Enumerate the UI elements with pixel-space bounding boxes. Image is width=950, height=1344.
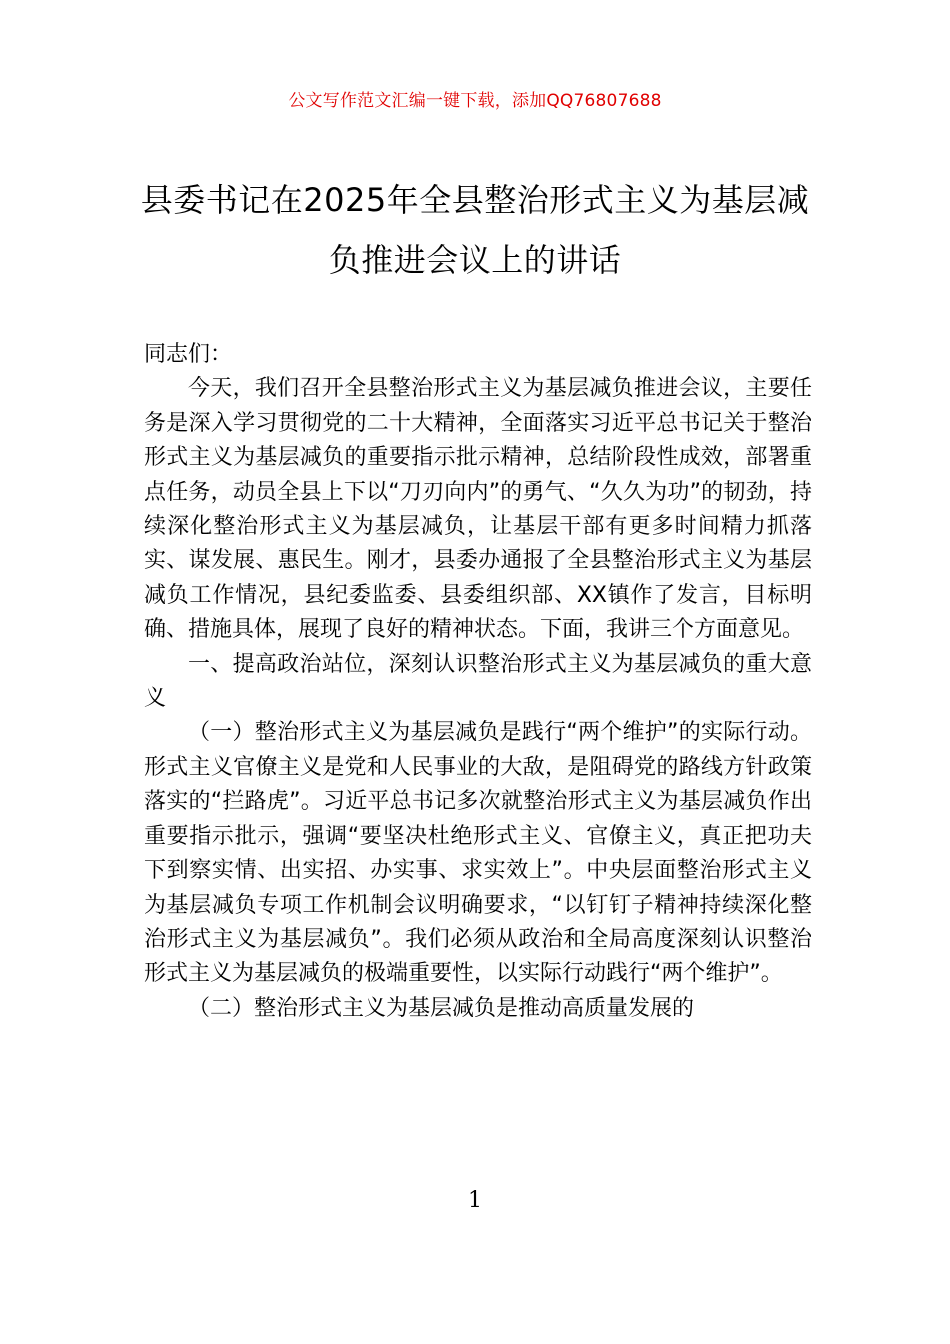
- page-number: 1: [468, 1188, 482, 1213]
- salutation: 同志们：: [144, 342, 233, 367]
- paragraph: （二）整治形式主义为基层减负是推动高质量发展的: [188, 995, 695, 1021]
- document-title: 县委书记在2025年全县整治形式主义为基层减负推进会议上的讲话: [140, 181, 810, 279]
- paragraph: 今天，我们召开全县整治形式主义为基层减负推进会议，主要任务是深入学习贯彻党的二十大精神，全面落实习近平总书记关于整治形式主义为基层减负的重要指示批示精神，总结阶段性成效，部署重点任务，动员全县上下以“刀刃向内”的勇气、“久久为功”的韧劲，持续深化整治形式主义为基层减负，让基层干部有更多时间精力抓落实、谋发展、惠民生。刚才，县委办通报了全县整治形式主义为基层减负工作情况，县纪委监委、县委组织部、XX镇作了发言，目标明确、措施具体，展现了良好的精神状态。下面，我讲三个方面意见。: [144, 376, 812, 643]
- paragraph: （一）整治形式主义为基层减负是践行“两个维护”的实际行动。形式主义官僚主义是党和人民事业的大敌，是阻碍党的路线方针政策落实的“拦路虎”。习近平总书记多次就整治形式主义为基层减负作出重要指示批示，强调“要坚决杜绝形式主义、官僚主义，真正把功夫下到察实情、出实招、办实事、求实效上”。中央层面整治形式主义为基层减负专项工作机制会议明确要求，“以钉钉子精神持续深化整治形式主义为基层减负”。我们必须从政治和全局高度深刻认识整治形式主义为基层减负的极端重要性，以实际行动践行“两个维护”。: [144, 720, 812, 987]
- section-heading: 一、提高政治站位，深刻认识整治形式主义为基层减负的重大意义: [144, 651, 812, 712]
- watermark-text: 公文写作范文汇编一键下载，添加QQ76807688: [288, 91, 662, 111]
- document-body: [144, 338, 812, 1026]
